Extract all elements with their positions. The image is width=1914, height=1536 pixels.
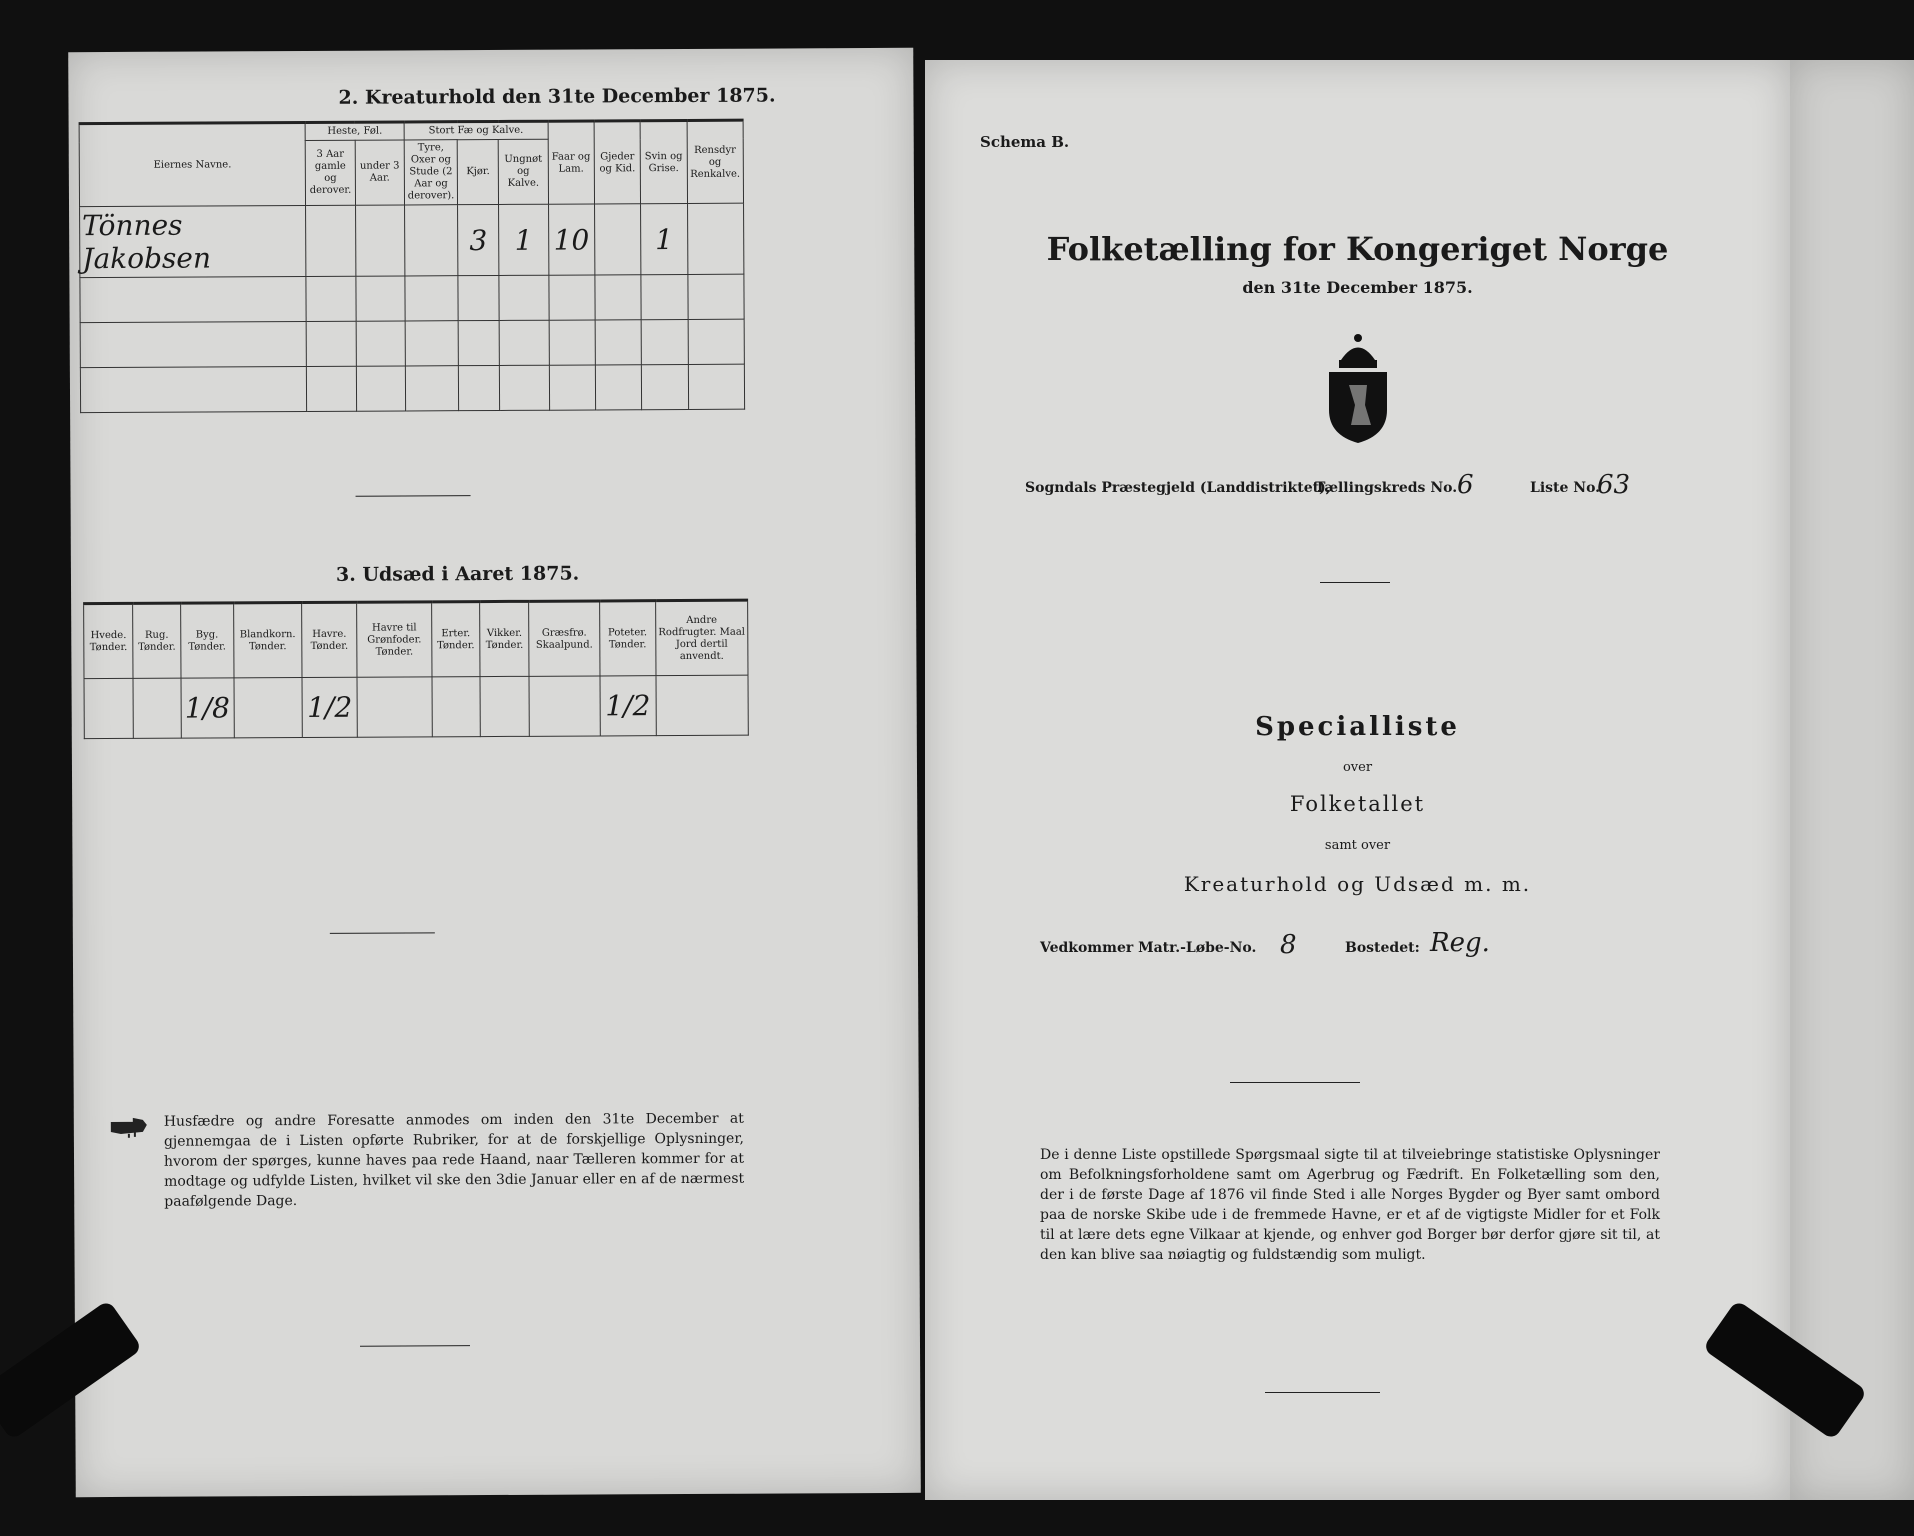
- col-kjor: Kjør.: [457, 139, 498, 204]
- over-label: over: [1342, 760, 1373, 775]
- col-tyre: Tyre, Oxer og Stude (2 Aar og derover).: [404, 140, 457, 205]
- cell-rug: [133, 678, 181, 738]
- kreaturhold-udsaed-label: Kreaturhold og Udsæd m. m.: [1183, 872, 1532, 896]
- cell-erter: [432, 677, 480, 737]
- cell-havre-gronfoder: [357, 677, 432, 737]
- right-page: [925, 60, 1790, 1500]
- col-rug: Rug. Tønder.: [133, 603, 181, 678]
- divider: [360, 1345, 470, 1347]
- samt-over-label: samt over: [1324, 838, 1391, 853]
- col-heste-under3: under 3 Aar.: [355, 140, 405, 205]
- cell-svin: 1: [641, 203, 688, 274]
- col-heste-3aar: 3 Aar gamle og derover.: [306, 140, 356, 205]
- col-eiernes-navne: Eiernes Navne.: [79, 122, 306, 206]
- col-hvede: Hvede. Tønder.: [84, 603, 134, 678]
- matr-label: Vedkommer Matr.-Løbe-No.: [1040, 940, 1257, 956]
- col-rensdyr: Rensdyr og Renkalve.: [687, 120, 744, 203]
- cell-faar: 10: [548, 204, 595, 275]
- col-erter: Erter. Tønder.: [432, 602, 481, 677]
- divider: [356, 495, 471, 497]
- census-date: den 31te December 1875.: [1242, 278, 1473, 297]
- cell-byg: 1/8: [181, 678, 235, 738]
- cell-vikker: [480, 676, 530, 736]
- cell-havre: 1/2: [302, 677, 358, 737]
- notice-text: Husfædre og andre Foresatte anmodes om inden den 31te December at gjennemgaa de i Listen opførte Rubriker, for at de forskjellige Oplysninger, hvorom der spørges, kunne haves paa rede Haand, naar Tælleren kommer for at modtage og udfylde Listen, hvilket vil ske den 3die Januar eller en af de nærmest paafølgende Dage.: [163, 1110, 745, 1210]
- cell-heste-3aar: [306, 205, 356, 276]
- cell-blandkorn: [234, 678, 302, 738]
- cell-andre-rodfrugter: [656, 675, 748, 735]
- main-title: Folketælling for Kongeriget Norge: [1046, 230, 1669, 268]
- cell-gjeder: [594, 204, 641, 275]
- cell-hvede: [84, 678, 134, 738]
- udsaed-title: 3. Udsæd i Aaret 1875.: [335, 562, 580, 586]
- col-blandkorn: Blandkorn. Tønder.: [233, 603, 301, 678]
- col-havre-gronfoder: Havre til Grønfoder. Tønder.: [357, 602, 432, 677]
- col-graesfro: Græsfrø. Skaalpund.: [529, 601, 600, 676]
- cell-heste-under3: [355, 205, 405, 276]
- col-havre: Havre. Tønder.: [301, 602, 357, 677]
- table-row: [84, 675, 748, 738]
- cell-poteter: 1/2: [600, 676, 656, 736]
- col-heste: Heste, Føl.: [305, 122, 404, 141]
- table-row: [80, 274, 744, 322]
- matr-value: 8: [1280, 930, 1297, 960]
- coat-of-arms-icon: [1321, 330, 1395, 445]
- col-svin: Svin og Grise.: [640, 120, 687, 203]
- schema-label: Schema B.: [980, 133, 1070, 151]
- col-byg: Byg. Tønder.: [180, 603, 234, 678]
- col-faar: Faar og Lam.: [548, 121, 595, 204]
- bosted-value: Reg.: [1430, 928, 1490, 958]
- intro-text: De i denne Liste opstillede Spørgsmaal sigte til at tilveiebringe statistiske Oplysninger om Befolkningsforholdene samt om Agerbrug og Fædrift. En Folketælling som den, der i de første Dage af 1876 vil finde Sted i alle Norges Bygder og Byer samt ombord paa de norske Skibe ude i de fremmede Havne, er et af de vigtigste Midler for et Folk til at lære dets egne Vilkaar at kjende, og enhver god Borger bør derfor gjøre sit til, at den kan blive saa nøiagtig og fuldstændig som muligt.: [1040, 1147, 1660, 1263]
- divider: [1265, 1392, 1380, 1393]
- kreaturhold-title: 2. Kreaturhold den 31te December 1875.: [338, 84, 776, 109]
- left-page: [68, 48, 921, 1497]
- cell-tyre: [405, 205, 458, 276]
- kreds-value: 6: [1457, 470, 1474, 500]
- col-stort-fae: Stort Fæ og Kalve.: [404, 121, 548, 140]
- col-andre-rodfrugter: Andre Rodfrugter. Maal Jord dertil anvendt.: [655, 600, 748, 675]
- pointing-hand-icon: [109, 1112, 149, 1138]
- col-gjeder: Gjeder og Kid.: [594, 121, 641, 204]
- bosted-label: Bostedet:: [1345, 940, 1420, 956]
- col-ungnot: Ungnøt og Kalve.: [498, 139, 548, 204]
- owner-name: Tönnes Jakobsen: [80, 205, 307, 277]
- udsaed-table: [83, 599, 749, 739]
- adjacent-page-edge: [1790, 60, 1914, 1500]
- col-vikker: Vikker. Tønder.: [480, 601, 530, 676]
- folketallet-label: Folketallet: [1289, 792, 1426, 816]
- cell-ungnot: 1: [499, 204, 549, 275]
- cell-kjor: 3: [458, 204, 500, 275]
- liste-value: 63: [1597, 470, 1631, 500]
- divider: [1320, 582, 1390, 583]
- kreds-label: Tællingskreds No.: [1315, 480, 1458, 496]
- special-title: Specialliste: [1255, 712, 1460, 742]
- kreaturhold-table: [79, 119, 746, 413]
- prestegjeld-label: Sogndals Præstegjeld (Landdistriktet),: [1025, 480, 1331, 496]
- divider: [1230, 1082, 1360, 1083]
- table-row: [80, 319, 744, 367]
- col-poteter: Poteter. Tønder.: [599, 601, 656, 676]
- table-row: [80, 203, 744, 277]
- divider: [330, 932, 435, 934]
- table-row: [80, 364, 744, 412]
- cell-rensdyr: [687, 203, 744, 274]
- liste-label: Liste No.: [1530, 480, 1601, 496]
- cell-graesfro: [529, 676, 600, 736]
